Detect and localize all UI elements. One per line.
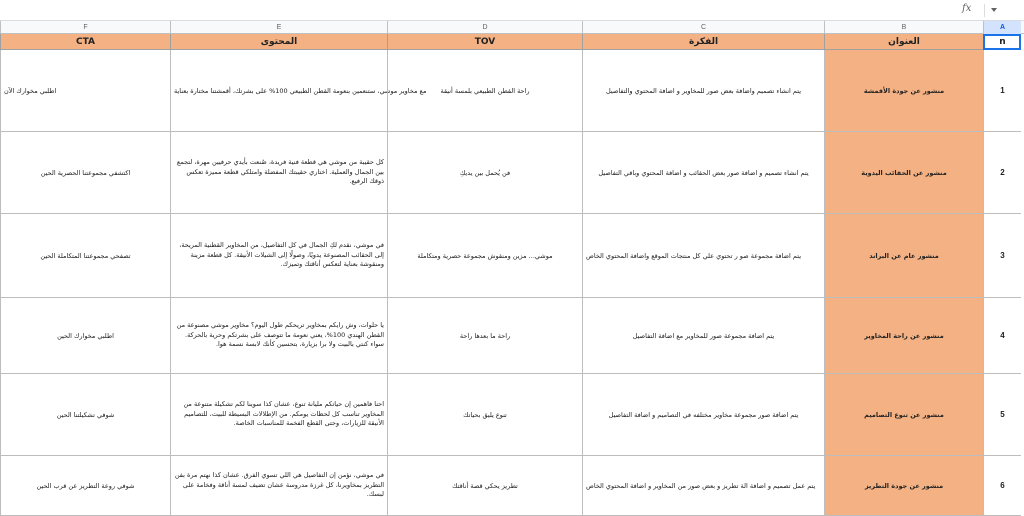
table-row [0, 50, 1024, 132]
header-row [0, 34, 1024, 50]
cell-tov[interactable]: راحة ما بعدها راحة [387, 298, 582, 374]
cell-idea[interactable]: يتم انشاء تصميم و اضافة صور بعض الحقائب و اضافة المحتوي وباقي التفاصيل [582, 132, 824, 214]
cell-cta[interactable]: اطلبي مخوارك الحين [0, 298, 170, 374]
cell-idea[interactable]: يتم عمل تصميم و اضافة الة تطريز و بعض صور من المخاوير و اضافة المحتوي الخاص [582, 456, 824, 516]
table-row [0, 214, 1024, 298]
cell-idea[interactable]: يتم اضافة مجموعة صور للمخاوير مع اضافة التفاصيل [582, 298, 824, 374]
cell-tov[interactable]: فن يُحمل بين يديكِ [387, 132, 582, 214]
header-title[interactable]: العنوان [824, 34, 983, 50]
cell-title[interactable]: منشور عن راحة المخاوير [824, 298, 983, 374]
column-header-e[interactable]: E [170, 21, 387, 34]
cell-cta[interactable]: اكتشفي مجموعتنا الحصرية الحين [0, 132, 170, 214]
column-header-f[interactable]: F [0, 21, 170, 34]
cell-tov[interactable]: تنوع يليق بحياتك [387, 374, 582, 456]
column-header-row [0, 21, 1024, 34]
cell-tov[interactable]: تطريز يحكي قصة أناقتك [387, 456, 582, 516]
cell-cta[interactable]: شوفي تشكيلتنا الحين [0, 374, 170, 456]
cell-tov[interactable]: راحة القطن الطبيعي بلمسة أنيقة [387, 50, 582, 132]
header-cta[interactable]: CTA [0, 34, 170, 50]
cell-content[interactable]: مع مخاوير موشي، ستنعمين بنعومة القطن الطبيعي 100% على بشرتك، أقمشتنا مختارة بعناية [170, 50, 387, 132]
table-row [0, 374, 1024, 456]
cell-content[interactable]: في موشي، نقدم لكِ الجمال في كل التفاصيل، من المخاوير القطنية المريحة، إلى الحقائب المصنوعة يدويًا، وصولًا إلى الشيلات الأنيقة. كل قطعة مزينة ومنقوشة بعناية لتعكس أناقتك وتميزك. [170, 214, 387, 298]
fx-label: fx [962, 3, 972, 14]
cell-n[interactable]: 5 [983, 374, 1021, 456]
cell-idea[interactable]: يتم اضافة مجموعة صو ر تحتوي علي كل منتجات الموقع واضافة المحتوي الخاص [582, 214, 824, 298]
cell-cta[interactable]: اطلبي مخوارك الآن [0, 50, 170, 132]
cell-n[interactable]: 1 [983, 50, 1021, 132]
cell-title[interactable]: منشور عن تنوع التصاميم [824, 374, 983, 456]
column-header-c[interactable]: C [582, 21, 824, 34]
column-header-b[interactable]: B [824, 21, 983, 34]
header-n[interactable]: n [983, 34, 1021, 50]
cell-title[interactable]: منشور عن جودة التطريز [824, 456, 983, 516]
cell-cta[interactable]: تصفحي مجموعتنا المتكاملة الحين [0, 214, 170, 298]
cell-content[interactable]: كل حقيبة من موشي هي قطعة فنية فريدة، صُنعت بأيدي حرفيين مهرة، لتجمع بين الجمال والعملية. اختاري حقيبتك المفضلة وامتلكي قطعة مميزة تعكس ذوقك الرفيع. [170, 132, 387, 214]
formula-separator [984, 4, 985, 17]
cell-n[interactable]: 2 [983, 132, 1021, 214]
cell-content[interactable]: يا حلوات، وش رايكم بمخاوير تريحكم طول اليوم؟ مخاوير موشي مصنوعة من القطن الهندي 100%، يعني نعومة ما تتوصف على بشرتكم وحرية بالحركة. سواء كنتي بالبيت ولا برا بزيارة، بتحسين كأنك لابسة نسمة هوا. [170, 298, 387, 374]
cell-n[interactable]: 6 [983, 456, 1021, 516]
column-header-d[interactable]: D [387, 21, 582, 34]
cell-title[interactable]: منشور عام عن البراند [824, 214, 983, 298]
header-content[interactable]: المحتوى [170, 34, 387, 50]
column-header-a[interactable]: A [983, 21, 1021, 34]
chevron-down-icon[interactable] [991, 8, 997, 12]
cell-tov[interactable]: موشي... مزين ومنقوش مجموعة حصرية ومتكاملة [387, 214, 582, 298]
table-row [0, 132, 1024, 214]
cell-content[interactable]: في موشي، نؤمن إن التفاصيل هي اللي تسوي الفرق. عشان كذا نهتم مرة بفن التطريز بمخاويرنا، كل غرزة مدروسة عشان تضيف لمسة أناقة وفخامة على لبسك. [170, 456, 387, 516]
cell-cta[interactable]: شوفي روعة التطريز عن قرب الحين [0, 456, 170, 516]
spreadsheet-grid[interactable] [0, 21, 1024, 511]
cell-n[interactable]: 4 [983, 298, 1021, 374]
header-idea[interactable]: الفكرة [582, 34, 824, 50]
cell-title[interactable]: منشور عن الحقائب اليدوية [824, 132, 983, 214]
cell-idea[interactable]: يتم انشاء تصميم واضافة بعض صور للمخاوير و اضافة المحتوي والتفاصيل [582, 50, 824, 132]
table-row [0, 456, 1024, 516]
header-tov[interactable]: TOV [387, 34, 582, 50]
cell-content[interactable]: احنا فاهمين إن حياتكم مليانة تنوع، عشان كذا سوينا لكم تشكيلة متنوعة من المخاوير تناسب كل لحظات يومكم. من الإطلالات البسيطة للبيت، للتصاميم الأنيقة للزيارات، وحتى القطع الفخمة للمناسبات الخاصة. [170, 374, 387, 456]
cell-idea[interactable]: يتم اضافة صور مجموعة مخاوير مختلفه في التصاميم و اضافة التفاصيل [582, 374, 824, 456]
table-row [0, 298, 1024, 374]
formula-bar[interactable] [0, 0, 1024, 21]
cell-n[interactable]: 3 [983, 214, 1021, 298]
cell-title[interactable]: منشور عن جودة الأقمشة [824, 50, 983, 132]
